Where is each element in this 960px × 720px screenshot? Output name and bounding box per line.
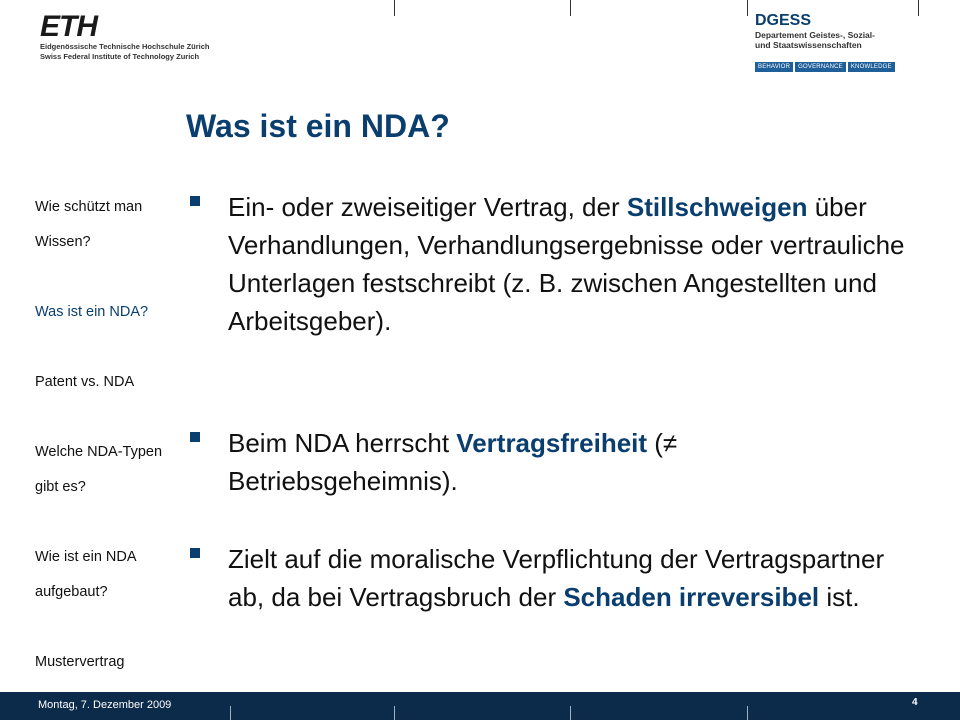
dgess-tag: BEHAVIOR (755, 62, 793, 72)
top-tick-mark (747, 0, 748, 16)
nav-item[interactable]: Was ist ein NDA? (35, 304, 149, 320)
footer-divider (747, 706, 748, 720)
bullet-text: Zielt auf die moralische Verpflichtung der Vertragspartner ab, da bei Vertragsbruch der Schaden irreversibel ist. (228, 544, 885, 612)
top-tick-mark (570, 0, 571, 16)
bullet-emphasis: Vertragsfreiheit (456, 428, 648, 458)
footer-divider (230, 706, 231, 720)
bullet-text: Ein- oder zweiseitiger Vertrag, der Stillschweigen über Verhandlungen, Verhandlungsergebnisse oder vertrauliche Unterlagen festschreibt (z. B. zwischen Angestellten und Arbeitsgeber). (228, 192, 905, 336)
dgess-tag-strip (755, 62, 925, 72)
square-bullet-icon (190, 548, 200, 558)
square-bullet-icon (190, 196, 200, 206)
dgess-tag: GOVERNANCE (795, 62, 846, 72)
footer-date: Montag, 7. Dezember 2009 (38, 699, 172, 711)
bullet-emphasis: Stillschweigen (626, 192, 808, 222)
square-bullet-icon (190, 432, 200, 442)
slide-title: Was ist ein NDA? (186, 108, 450, 144)
footer-page-number: 4 (912, 697, 918, 708)
dgess-logo-title: DGESS (755, 12, 812, 29)
footer-divider (394, 706, 395, 720)
nav-item[interactable]: Welche NDA-Typen gibt es? (35, 444, 163, 495)
dgess-logo (755, 12, 925, 72)
top-tick-mark (394, 0, 395, 16)
dgess-tag: KNOWLEDGE (848, 62, 895, 72)
nav-item[interactable]: Wie ist ein NDA aufgebaut? (35, 549, 136, 600)
eth-logo-mark: ETH (40, 10, 97, 43)
bullet-item (190, 424, 910, 500)
eth-logo (40, 12, 210, 62)
eth-logo-line1: Eidgenössische Technische Hochschule Zürich (40, 42, 210, 51)
bullet-emphasis: Schaden irreversibel (563, 582, 820, 612)
bullet-text: Beim NDA herrscht Vertragsfreiheit (≠ Betriebsgeheimnis). (228, 428, 678, 496)
footer-divider (570, 706, 571, 720)
eth-logo-line2: Swiss Federal Institute of Technology Zurich (40, 52, 200, 61)
nav-item[interactable]: Wie schützt man Wissen? (35, 199, 143, 250)
bullet-item (190, 188, 910, 340)
nav-item[interactable]: Patent vs. NDA (35, 374, 135, 390)
dgess-logo-line1: Departement Geistes-, Sozial- (755, 30, 875, 40)
nav-item[interactable]: Mustervertrag (35, 654, 125, 670)
slide-footer (0, 692, 960, 720)
bullet-item (190, 540, 910, 616)
dgess-logo-line2: und Staatswissenschaften (755, 40, 862, 50)
